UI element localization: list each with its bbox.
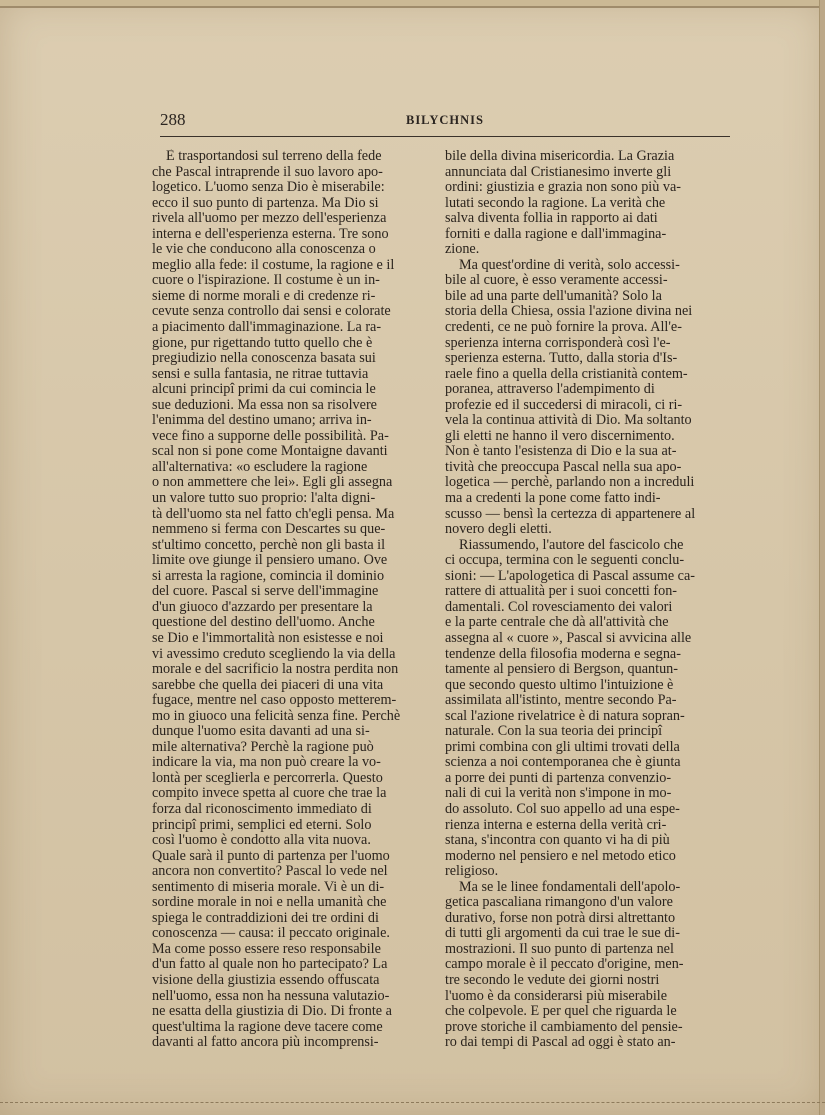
text-line: cuore o l'ispirazione. Il costume è un in- [152, 273, 380, 289]
text-line: do assoluto. Col suo appello ad una espe- [445, 801, 680, 817]
text-line: novero degli eletti. [445, 522, 552, 538]
text-line: religioso. [445, 864, 499, 880]
text-line: e la parte centrale che dà all'attività che [445, 615, 669, 631]
running-head: BILYCHNIS [405, 113, 484, 127]
text-line: bile al cuore, è esso veramente accessi- [445, 273, 668, 289]
text-line: logetico. L'uomo senza Dio è miserabile: [152, 180, 385, 196]
text-line: poranea, attraverso l'adempimento di [445, 382, 655, 398]
page-header [160, 110, 730, 136]
text-line: questione del destino dell'uomo. Anche [152, 615, 375, 631]
text-line: ordini: giustizia e grazia non sono più va- [445, 180, 682, 196]
text-line: rivela all'uomo per mezzo dell'esperienza [152, 211, 387, 227]
text-line: sordine morale in noi e nella umanità che [152, 895, 387, 911]
text-line: conoscenza — causa: il peccato originale. [152, 926, 390, 942]
text-line: campo morale è il peccato d'origine, men- [445, 957, 684, 973]
page-bottom-edge [0, 1102, 825, 1105]
text-line: rattere di attualità per i suoi concetti fon- [445, 584, 678, 600]
page-right-edge [819, 0, 825, 1115]
text-line: davanti al fatto ancora più incomprensi- [152, 1035, 379, 1051]
text-line: Quale sarà il punto di partenza per l'uomo [152, 848, 390, 864]
text-line: a porre dei punti di partenza convenzio- [445, 770, 672, 786]
text-line: mile alternativa? Perchè la ragione può [152, 739, 374, 755]
text-line: forniti e dalla ragione e dall'immagina- [445, 226, 667, 242]
text-line: assimilata all'istinto, mentre secondo Pa- [445, 693, 677, 709]
text-line: d'un fatto al quale non ho partecipato? La [152, 957, 388, 973]
text-line: Ma quest'ordine di verità, solo accessi- [459, 257, 680, 273]
text-line: credenti, ce ne può fornire la prova. All'e- [445, 320, 682, 336]
page-top-edge [0, 0, 825, 8]
text-line: getica pascaliana rimangono d'un valore [445, 895, 673, 911]
text-line: sensi e sulla fantasia, ne ritrae tuttavia [152, 366, 369, 382]
page-number: 288 [160, 110, 186, 129]
text-line: salva diventa follia in rapporto ai dati [445, 211, 658, 227]
text-line: sperienza interna corrisponderà così l'e- [445, 335, 671, 351]
text-line: indicare la via, ma non può creare la vo- [152, 755, 381, 771]
text-line: tendenze della filosofia moderna e segna- [445, 646, 681, 662]
text-line: tà dell'uomo sta nel fatto ch'egli pensa. Ma [152, 506, 395, 522]
left-column [152, 149, 434, 1051]
text-line: ecco il suo punto di partenza. Ma Dio si [152, 195, 379, 211]
text-line: alcuni principî primi da cui comincia le [152, 382, 376, 398]
text-line: l'enimma del destino umano; arriva in- [152, 413, 372, 429]
text-line: nemmeno si ferma con Descartes su que- [152, 522, 386, 538]
text-line: meglio alla fede: il costume, la ragione e il [152, 257, 395, 273]
text-line: compito invece spetta al cuore che trae la [152, 786, 387, 802]
text-line: ci occupa, termina con le seguenti conclu- [445, 553, 685, 569]
text-line: di tutti gli argomenti da cui trae le sue di- [445, 926, 680, 942]
text-line: nali di cui la verità non s'impone in mo- [445, 786, 672, 802]
text-line: rienza interna e esterna della verità cri- [445, 817, 667, 833]
text-line: sioni: — L'apologetica di Pascal assume ca- [445, 568, 695, 584]
header-rule [160, 136, 730, 137]
text-line: fugace, mentre nel caso opposto metterem- [152, 693, 397, 709]
text-line: annunciata dal Cristianesimo inverte gli [445, 164, 672, 180]
text-line: ancora non convertito? Pascal lo vede nel [152, 864, 388, 880]
text-line: È trasportandosi sul terreno della fede [166, 149, 382, 164]
text-line: visione della giustizia essendo offuscata [152, 972, 380, 988]
text-line: scusso — bensì la certezza di appartenere al [445, 506, 696, 522]
text-line: così l'uomo è condotto alla vita nuova. [152, 833, 371, 849]
text-line: zione. [445, 242, 480, 258]
text-line: quest'ultima la ragione deve tacere come [152, 1019, 383, 1035]
text-line: che Pascal intraprende il suo lavoro apo- [152, 164, 383, 180]
text-line: lontà per sceglierla e percorrerla. Questo [152, 770, 383, 786]
text-line: tamente al pensiero di Bergson, quantun- [445, 662, 678, 678]
text-line: raele fino a quella della cristianità contem- [445, 366, 688, 382]
text-line: scienza a noi contemporanea che è giunta [445, 755, 681, 771]
text-line: lutati secondo la ragione. La verità che [445, 195, 666, 211]
text-line: morale e del sacrificio la nostra perdita non [152, 662, 399, 678]
text-line: Riassumendo, l'autore del fascicolo che [459, 537, 684, 553]
text-line: Ma se le linee fondamentali dell'apolo- [459, 879, 681, 895]
text-line: spiega le contraddizioni dei tre ordini di [152, 910, 379, 926]
text-line: bile ad una parte dell'umanità? Solo la [445, 288, 662, 304]
text-line: stana, s'incontra con quanto vi ha di più [445, 833, 670, 849]
text-line: scal non si pone come Montaigne davanti [152, 444, 388, 460]
text-line: vece fino a supporne delle possibilità. Pa- [152, 428, 389, 444]
text-line: a piacimento dall'immaginazione. La ra- [152, 320, 382, 336]
text-line: tre secondo le vedute dei giorni nostri [445, 972, 660, 988]
text-line: sue deduzioni. Ma essa non sa risolvere [152, 397, 377, 413]
text-line: mo in giuoco una felicità senza fine. Perchè [152, 708, 401, 724]
text-line: vi avessimo creduto scegliendo la via della [152, 646, 396, 662]
text-line: Non è tanto l'esistenza di Dio e la sua at- [445, 444, 677, 460]
right-column [445, 149, 731, 1051]
text-line: cevute senza controllo dai sensi e colorate [152, 304, 391, 320]
text-line: durativo, forse non potrà dirsi altrettanto [445, 910, 676, 926]
text-line: d'un giuoco d'azzardo per presentare la [152, 599, 373, 615]
text-line: damentali. Col rovesciamento dei valori [445, 599, 673, 615]
text-line: interna e dell'esperienza esterna. Tre sono [152, 226, 389, 242]
text-line: moderno nel pensiero e nel metodo etico [445, 848, 676, 864]
text-line: pregiudizio nella conoscenza basata sui [152, 351, 376, 367]
text-line: profezie ed il succedersi di miracoli, ci ri- [445, 397, 683, 413]
text-line: gli eletti ne hanno il vero discernimento. [445, 428, 675, 444]
text-line: scal l'azione rivelatrice è di natura sopran- [445, 708, 685, 724]
text-line: nell'uomo, essa non ha nessuna valutazio- [152, 988, 390, 1004]
text-line: si arresta la ragione, comincia il dominio [152, 568, 385, 584]
text-line: principî primi, semplici ed eterni. Solo [152, 817, 372, 833]
text-line: sieme di norme morali e di credenze ri- [152, 288, 376, 304]
text-line: ne esatta della giustizia di Dio. Di fronte a [152, 1004, 392, 1020]
text-line: forza dal riconoscimento immediato di [152, 801, 372, 817]
text-line: ro dai tempi di Pascal ad oggi è stato an- [445, 1035, 676, 1051]
text-line: bile della divina misericordia. La Grazia [445, 149, 675, 164]
text-line: primi combina con gli ultimi trovati della [445, 739, 680, 755]
text-line: limite ove giunge il pensiero umano. Ove [152, 553, 388, 569]
text-line: tività che preoccupa Pascal nella sua apo- [445, 459, 682, 475]
text-line: st'ultimo concetto, perchè non gli basta il [152, 537, 386, 553]
text-line: l'uomo è da considerarsi più miserabile [445, 988, 668, 1004]
text-line: que secondo questo ultimo l'intuizione è [445, 677, 674, 693]
text-line: le vie che conducono alla conoscenza o [152, 242, 376, 258]
text-line: che colpevole. E per quel che riguarda le [445, 1004, 677, 1020]
text-line: all'alternativa: «o escludere la ragione [152, 459, 368, 475]
text-line: del cuore. Pascal si serve dell'immagine [152, 584, 379, 600]
text-line: dunque l'uomo esita davanti ad una si- [152, 724, 370, 740]
text-line: vela la continua attività di Dio. Ma soltanto [445, 413, 692, 429]
text-line: sperienza esterna. Tutto, dalla storia d'Is- [445, 351, 678, 367]
text-line: prove storiche il cambiamento del pensie- [445, 1019, 683, 1035]
text-line: storia della Chiesa, ossia l'azione divina nei [445, 304, 693, 320]
text-line: gione, pur rigettando tutto quello che è [152, 335, 373, 351]
text-line: un valore tutto suo proprio: l'alta digni- [152, 491, 376, 507]
text-line: sarebbe che quella dei piaceri di una vita [152, 677, 384, 693]
text-line: Ma come posso essere reso responsabile [152, 941, 381, 957]
text-line: naturale. Con la sua teoria dei principî [445, 724, 663, 740]
text-line: logetica — perchè, parlando non a increduli [445, 475, 695, 491]
text-line: assegna al « cuore », Pascal si avvicina alle [445, 630, 692, 646]
text-line: ma a credenti la pone come fatto indi- [445, 491, 661, 507]
text-line: mostrazioni. Il suo punto di partenza nel [445, 941, 674, 957]
text-line: sentimento di miseria morale. Vi è un di- [152, 879, 385, 895]
text-line: se Dio e l'immortalità non esistesse e noi [152, 630, 384, 646]
text-line: o non ammettere che lei». Egli gli assegna [152, 475, 393, 491]
